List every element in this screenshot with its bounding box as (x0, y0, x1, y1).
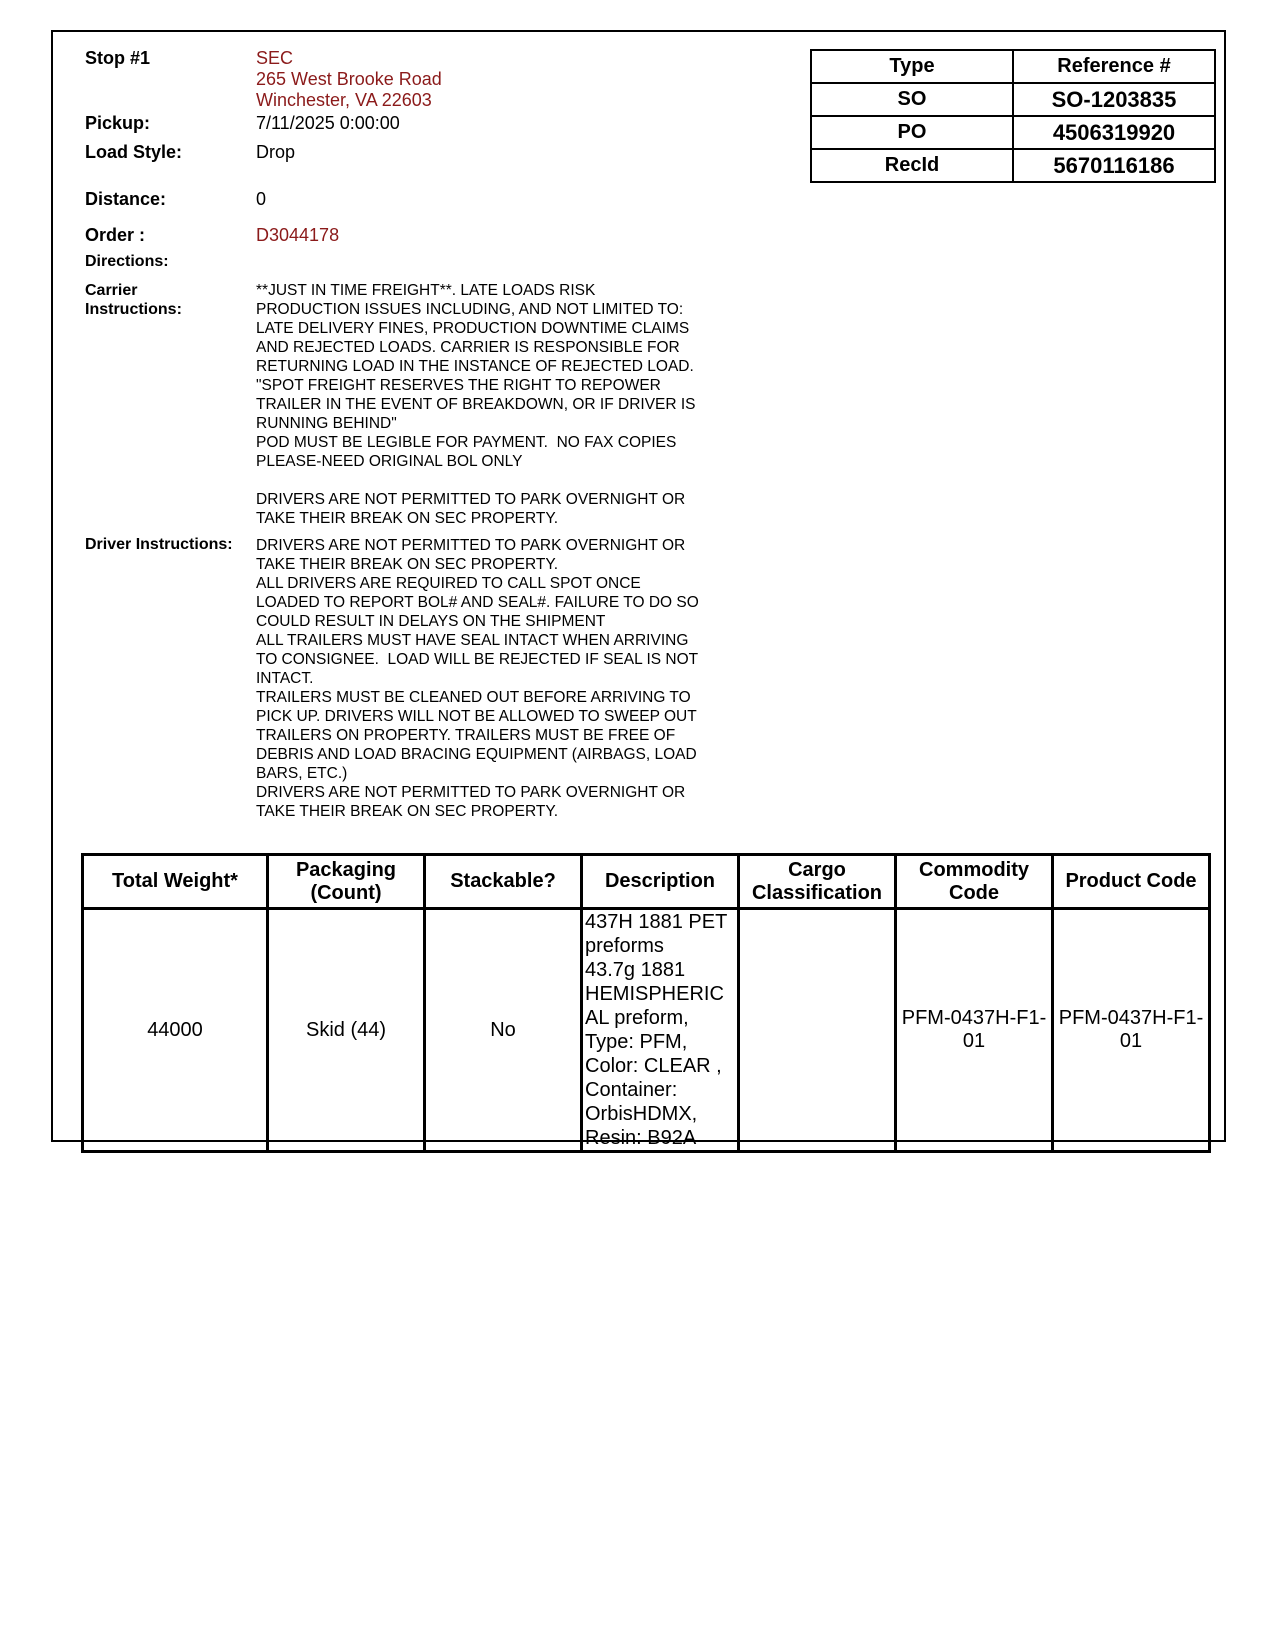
order-value: D3044178 (256, 225, 340, 245)
pickup-label: Pickup: (85, 113, 151, 133)
product-code-cell (1053, 909, 1210, 1152)
reference-header-type: Type (811, 50, 1013, 83)
driver-instruction-line: PICK UP. DRIVERS WILL NOT BE ALLOWED TO SWEEP OUT (256, 708, 697, 725)
description-line: preforms (585, 935, 664, 957)
driver-instruction-line: TAKE THEIR BREAK ON SEC PROPERTY. (256, 556, 559, 573)
description-line: Resin: B92A (585, 1127, 697, 1149)
carrier-instruction-line: "SPOT FREIGHT RESERVES THE RIGHT TO REPOWER (256, 377, 661, 394)
header-product-code-text: Product Code (1065, 870, 1197, 892)
stop-name: SEC (256, 48, 294, 68)
description-line: 437H 1881 PET (585, 911, 728, 933)
table-row (811, 83, 1215, 116)
header-total-weight-text: Total Weight* (112, 870, 238, 892)
carrier-instruction-line: LATE DELIVERY FINES, PRODUCTION DOWNTIME CLAIMS (256, 320, 690, 337)
carrier-instruction-line: TRAILER IN THE EVENT OF BREAKDOWN, OR IF DRIVER IS (256, 396, 696, 413)
table-row (83, 909, 1210, 1152)
header-packaging (268, 855, 425, 909)
product-code-line: PFM-0437H-F1- (1058, 1007, 1204, 1029)
driver-instruction-line: TRAILERS ON PROPERTY. TRAILERS MUST BE FREE OF (256, 727, 676, 744)
reference-number-cell: 4506319920 (1013, 116, 1215, 149)
carrier-instructions-label-line1: Carrier (85, 282, 138, 299)
packaging-cell: Skid (44) (268, 909, 425, 1152)
carrier-instruction-line: PRODUCTION ISSUES INCLUDING, AND NOT LIMITED TO: (256, 301, 684, 318)
reference-type-cell: RecId (811, 149, 1013, 182)
reference-header-number: Reference # (1013, 50, 1215, 83)
header-commodity-line2: Code (949, 881, 999, 904)
driver-instruction-line: DRIVERS ARE NOT PERMITTED TO PARK OVERNIGHT OR (256, 537, 686, 554)
driver-instruction-line: BARS, ETC.) (256, 765, 348, 782)
header-cargo-line2: Classification (751, 881, 883, 904)
description-line: Color: CLEAR , (585, 1055, 722, 1077)
header-packaging-line1: Packaging (295, 858, 397, 881)
driver-instruction-line: TRAILERS MUST BE CLEANED OUT BEFORE ARRIVING TO (256, 689, 691, 706)
distance-label: Distance: (85, 189, 167, 209)
commodity-code-line: PFM-0437H-F1- (901, 1007, 1047, 1029)
table-row (811, 116, 1215, 149)
stop-label: Stop #1 (85, 48, 151, 68)
header-commodity-code (896, 855, 1053, 909)
header-description-text: Description (604, 870, 716, 892)
carrier-instruction-line: DRIVERS ARE NOT PERMITTED TO PARK OVERNIGHT OR (256, 491, 686, 508)
reference-number-cell: 5670116186 (1013, 149, 1215, 182)
carrier-instruction-line: POD MUST BE LEGIBLE FOR PAYMENT. NO FAX COPIES (256, 434, 677, 451)
driver-instruction-line: ALL TRAILERS MUST HAVE SEAL INTACT WHEN ARRIVING (256, 632, 689, 649)
driver-instruction-line: LOADED TO REPORT BOL# AND SEAL#. FAILURE TO DO SO (256, 594, 699, 611)
header-packaging-line2: (Count) (310, 881, 382, 904)
carrier-instruction-line: RETURNING LOAD IN THE INSTANCE OF REJECTED LOAD. (256, 358, 694, 375)
description-line: 43.7g 1881 (585, 959, 686, 981)
commodity-table (81, 853, 1211, 1153)
driver-instruction-line: TO CONSIGNEE. LOAD WILL BE REJECTED IF SEAL IS NOT (256, 651, 699, 668)
load-style-value: Drop (256, 142, 296, 162)
header-description (582, 855, 739, 909)
carrier-instructions-label (85, 281, 182, 319)
header-stackable (425, 855, 582, 909)
stackable-cell: No (425, 909, 582, 1152)
reference-type-cell: SO (811, 83, 1013, 116)
pickup-value: 7/11/2025 0:00:00 (256, 113, 400, 133)
header-commodity-line1: Commodity (919, 858, 1029, 881)
driver-instruction-line: DEBRIS AND LOAD BRACING EQUIPMENT (AIRBAGS, LOAD (256, 746, 697, 763)
driver-instruction-line: TAKE THEIR BREAK ON SEC PROPERTY. (256, 803, 559, 820)
description-cell (582, 909, 739, 1152)
carrier-instruction-line: TAKE THEIR BREAK ON SEC PROPERTY. (256, 510, 559, 527)
total-weight-cell: 44000 (83, 909, 268, 1152)
reference-table-header (811, 50, 1215, 83)
driver-instruction-line: ALL DRIVERS ARE REQUIRED TO CALL SPOT ONCE (256, 575, 641, 592)
cargo-classification-cell (739, 909, 896, 1152)
directions-label: Directions: (85, 253, 169, 270)
carrier-instruction-line (256, 471, 736, 490)
stop-address-line1: 265 West Brooke Road (256, 69, 442, 89)
reference-number-cell: SO-1203835 (1013, 83, 1215, 116)
description-line: OrbisHDMX, (585, 1103, 698, 1125)
carrier-instruction-line: RUNNING BEHIND" (256, 415, 397, 432)
driver-instruction-line: COULD RESULT IN DELAYS ON THE SHIPMENT (256, 613, 606, 630)
description-line: Container: (585, 1079, 678, 1101)
table-row (811, 149, 1215, 182)
commodity-table-header (83, 855, 1210, 909)
order-label: Order : (85, 225, 146, 245)
header-cargo-classification (739, 855, 896, 909)
carrier-instructions-label-line2: Instructions: (85, 301, 182, 318)
header-product-code (1053, 855, 1210, 909)
driver-instruction-line: INTACT. (256, 670, 314, 687)
driver-instruction-line: DRIVERS ARE NOT PERMITTED TO PARK OVERNIGHT OR (256, 784, 686, 801)
stop-address-line2: Winchester, VA 22603 (256, 90, 432, 110)
header-total-weight (83, 855, 268, 909)
header-cargo-line1: Cargo (788, 858, 846, 881)
carrier-instructions-text (256, 281, 736, 528)
carrier-instruction-line: AND REJECTED LOADS. CARRIER IS RESPONSIBLE FOR (256, 339, 680, 356)
product-code-line: 01 (1119, 1030, 1143, 1052)
driver-instructions-label: Driver Instructions: (85, 536, 233, 553)
driver-instructions-text (256, 536, 736, 821)
distance-value: 0 (256, 189, 267, 209)
reference-type-cell: PO (811, 116, 1013, 149)
header-stackable-text: Stackable? (450, 870, 556, 892)
description-line: HEMISPHERIC (585, 983, 724, 1005)
commodity-code-line: 01 (962, 1030, 986, 1052)
carrier-instruction-line: **JUST IN TIME FREIGHT**. LATE LOADS RISK (256, 282, 596, 299)
description-line: Type: PFM, (585, 1031, 688, 1053)
stop-address (256, 48, 442, 111)
commodity-code-cell (896, 909, 1053, 1152)
description-line: AL preform, (585, 1007, 689, 1029)
load-style-label: Load Style: (85, 142, 183, 162)
carrier-instruction-line: PLEASE-NEED ORIGINAL BOL ONLY (256, 453, 523, 470)
reference-table (810, 49, 1216, 183)
